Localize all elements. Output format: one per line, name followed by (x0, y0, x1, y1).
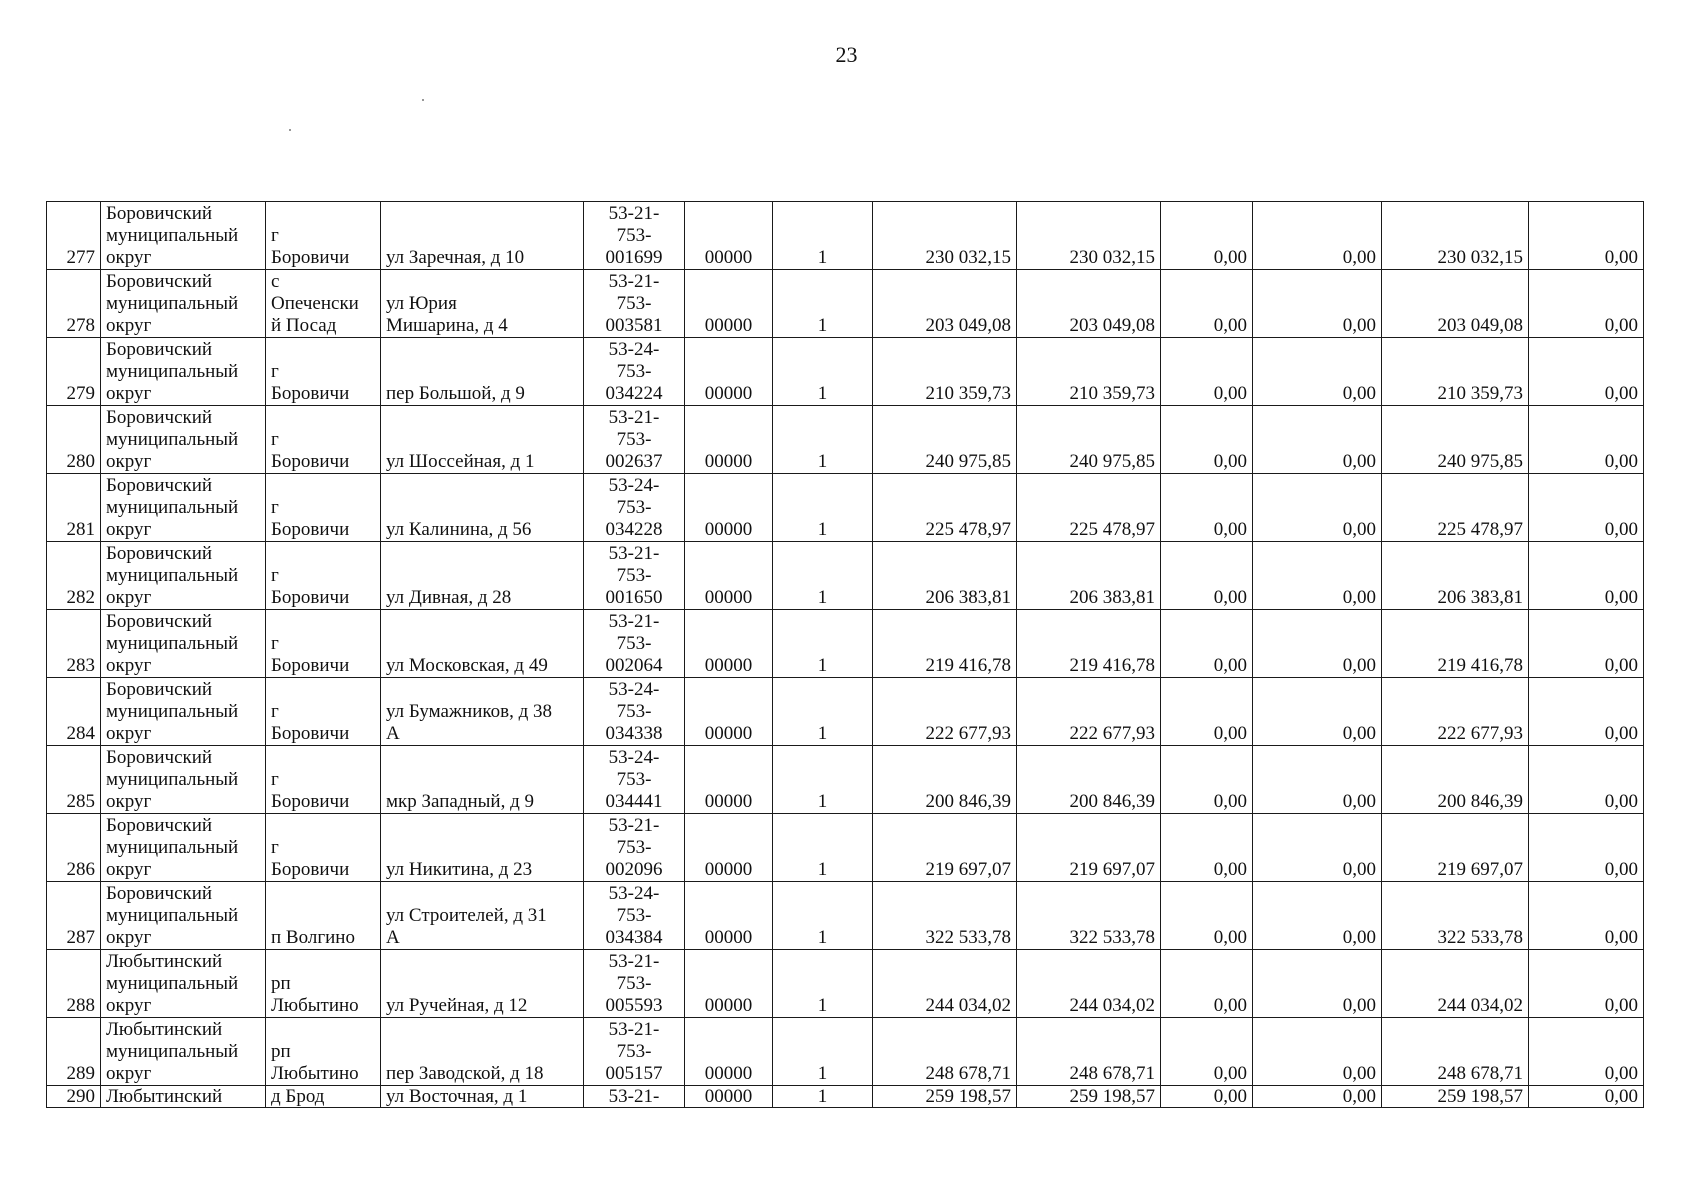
amount-2: 203 049,08 (1017, 270, 1161, 338)
registry-code: 53-24- 753- 034228 (584, 474, 685, 542)
quantity: 1 (773, 270, 873, 338)
code-00000: 00000 (685, 1018, 773, 1086)
amount-5: 200 846,39 (1382, 746, 1529, 814)
settlement: с Опеченски й Посад (266, 270, 381, 338)
amount-2: 219 416,78 (1017, 610, 1161, 678)
address: ул Никитина, д 23 (381, 814, 584, 882)
municipal-district: Боровичский муниципальный округ (101, 202, 266, 270)
table-row (47, 610, 1644, 678)
address: ул Ручейная, д 12 (381, 950, 584, 1018)
amount-1: 248 678,71 (873, 1018, 1017, 1086)
amount-5: 203 049,08 (1382, 270, 1529, 338)
row-number: 280 (47, 406, 101, 474)
municipal-district: Боровичский муниципальный округ (101, 814, 266, 882)
table-row (47, 1018, 1644, 1086)
quantity: 1 (773, 202, 873, 270)
address: ул Юрия Мишарина, д 4 (381, 270, 584, 338)
amount-3: 0,00 (1161, 338, 1253, 406)
amount-1: 203 049,08 (873, 270, 1017, 338)
amount-3: 0,00 (1161, 950, 1253, 1018)
amount-5: 219 416,78 (1382, 610, 1529, 678)
amount-3: 0,00 (1161, 814, 1253, 882)
amount-4: 0,00 (1253, 1086, 1382, 1108)
address: мкр Западный, д 9 (381, 746, 584, 814)
amount-1: 225 478,97 (873, 474, 1017, 542)
code-00000: 00000 (685, 746, 773, 814)
amount-2: 240 975,85 (1017, 406, 1161, 474)
address: ул Восточная, д 1 (381, 1086, 584, 1108)
table-row (47, 338, 1644, 406)
amount-5: 219 697,07 (1382, 814, 1529, 882)
row-number: 289 (47, 1018, 101, 1086)
amount-4: 0,00 (1253, 474, 1382, 542)
quantity: 1 (773, 814, 873, 882)
settlement: г Боровичи (266, 406, 381, 474)
amount-3: 0,00 (1161, 678, 1253, 746)
row-number: 282 (47, 542, 101, 610)
code-00000: 00000 (685, 406, 773, 474)
code-00000: 00000 (685, 1086, 773, 1108)
registry-code: 53-21- (584, 1086, 685, 1108)
amount-4: 0,00 (1253, 1018, 1382, 1086)
amount-4: 0,00 (1253, 678, 1382, 746)
amount-2: 244 034,02 (1017, 950, 1161, 1018)
amount-1: 219 416,78 (873, 610, 1017, 678)
address: ул Бумажников, д 38 А (381, 678, 584, 746)
amount-6: 0,00 (1529, 678, 1644, 746)
amount-6: 0,00 (1529, 406, 1644, 474)
amount-5: 322 533,78 (1382, 882, 1529, 950)
amount-2: 259 198,57 (1017, 1086, 1161, 1108)
amount-3: 0,00 (1161, 1018, 1253, 1086)
municipal-district: Боровичский муниципальный округ (101, 542, 266, 610)
amount-3: 0,00 (1161, 1086, 1253, 1108)
amount-6: 0,00 (1529, 542, 1644, 610)
settlement: г Боровичи (266, 610, 381, 678)
quantity: 1 (773, 474, 873, 542)
amount-2: 248 678,71 (1017, 1018, 1161, 1086)
table-row (47, 406, 1644, 474)
amount-6: 0,00 (1529, 474, 1644, 542)
quantity: 1 (773, 338, 873, 406)
amount-6: 0,00 (1529, 338, 1644, 406)
quantity: 1 (773, 1086, 873, 1108)
code-00000: 00000 (685, 610, 773, 678)
registry-code: 53-24- 753- 034224 (584, 338, 685, 406)
amount-3: 0,00 (1161, 746, 1253, 814)
municipal-district: Боровичский муниципальный округ (101, 338, 266, 406)
amount-6: 0,00 (1529, 950, 1644, 1018)
address: ул Дивная, д 28 (381, 542, 584, 610)
amount-2: 219 697,07 (1017, 814, 1161, 882)
row-number: 283 (47, 610, 101, 678)
amount-5: 230 032,15 (1382, 202, 1529, 270)
amount-2: 222 677,93 (1017, 678, 1161, 746)
code-00000: 00000 (685, 542, 773, 610)
amount-4: 0,00 (1253, 746, 1382, 814)
settlement: г Боровичи (266, 746, 381, 814)
quantity: 1 (773, 678, 873, 746)
row-number: 287 (47, 882, 101, 950)
registry-code: 53-24- 753- 034441 (584, 746, 685, 814)
registry-code: 53-21- 753- 005593 (584, 950, 685, 1018)
amount-5: 244 034,02 (1382, 950, 1529, 1018)
settlement: д Брод (266, 1086, 381, 1108)
amount-1: 206 383,81 (873, 542, 1017, 610)
amount-3: 0,00 (1161, 474, 1253, 542)
amount-2: 206 383,81 (1017, 542, 1161, 610)
amount-4: 0,00 (1253, 270, 1382, 338)
amount-6: 0,00 (1529, 1018, 1644, 1086)
amount-2: 200 846,39 (1017, 746, 1161, 814)
row-number: 279 (47, 338, 101, 406)
amount-1: 210 359,73 (873, 338, 1017, 406)
table-row (47, 270, 1644, 338)
amount-1: 259 198,57 (873, 1086, 1017, 1108)
amount-5: 206 383,81 (1382, 542, 1529, 610)
amount-2: 230 032,15 (1017, 202, 1161, 270)
code-00000: 00000 (685, 202, 773, 270)
table-row (47, 950, 1644, 1018)
row-number: 290 (47, 1086, 101, 1108)
amount-4: 0,00 (1253, 202, 1382, 270)
amount-5: 248 678,71 (1382, 1018, 1529, 1086)
amount-5: 240 975,85 (1382, 406, 1529, 474)
amount-5: 225 478,97 (1382, 474, 1529, 542)
municipal-district: Боровичский муниципальный округ (101, 474, 266, 542)
quantity: 1 (773, 882, 873, 950)
registry-code: 53-21- 753- 002064 (584, 610, 685, 678)
amount-5: 259 198,57 (1382, 1086, 1529, 1108)
row-number: 286 (47, 814, 101, 882)
amount-5: 210 359,73 (1382, 338, 1529, 406)
registry-code: 53-24- 753- 034384 (584, 882, 685, 950)
code-00000: 00000 (685, 678, 773, 746)
amount-4: 0,00 (1253, 542, 1382, 610)
table-row (47, 202, 1644, 270)
municipal-district: Боровичский муниципальный округ (101, 882, 266, 950)
amount-4: 0,00 (1253, 406, 1382, 474)
amount-6: 0,00 (1529, 814, 1644, 882)
row-number: 288 (47, 950, 101, 1018)
table-row (47, 542, 1644, 610)
settlement: г Боровичи (266, 202, 381, 270)
amount-2: 225 478,97 (1017, 474, 1161, 542)
amount-2: 322 533,78 (1017, 882, 1161, 950)
registry-code: 53-21- 753- 002096 (584, 814, 685, 882)
code-00000: 00000 (685, 814, 773, 882)
settlement: г Боровичи (266, 338, 381, 406)
code-00000: 00000 (685, 270, 773, 338)
address: ул Заречная, д 10 (381, 202, 584, 270)
address: пер Большой, д 9 (381, 338, 584, 406)
registry-code: 53-21- 753- 003581 (584, 270, 685, 338)
settlement: г Боровичи (266, 678, 381, 746)
row-number: 284 (47, 678, 101, 746)
row-number: 277 (47, 202, 101, 270)
municipal-district: Любытинский муниципальный округ (101, 1018, 266, 1086)
amount-4: 0,00 (1253, 814, 1382, 882)
settlement: г Боровичи (266, 542, 381, 610)
amount-1: 322 533,78 (873, 882, 1017, 950)
address: ул Строителей, д 31 А (381, 882, 584, 950)
municipal-district: Боровичский муниципальный округ (101, 406, 266, 474)
quantity: 1 (773, 406, 873, 474)
amount-4: 0,00 (1253, 882, 1382, 950)
municipal-district: Боровичский муниципальный округ (101, 270, 266, 338)
settlement: г Боровичи (266, 814, 381, 882)
row-number: 285 (47, 746, 101, 814)
amount-4: 0,00 (1253, 338, 1382, 406)
scan-speck (422, 99, 424, 101)
amount-4: 0,00 (1253, 950, 1382, 1018)
amount-6: 0,00 (1529, 746, 1644, 814)
amount-3: 0,00 (1161, 406, 1253, 474)
quantity: 1 (773, 1018, 873, 1086)
amount-6: 0,00 (1529, 1086, 1644, 1108)
municipal-district: Боровичский муниципальный округ (101, 610, 266, 678)
code-00000: 00000 (685, 882, 773, 950)
address: пер Заводской, д 18 (381, 1018, 584, 1086)
registry-table (46, 201, 1644, 1108)
table-row (47, 678, 1644, 746)
settlement: п Волгино (266, 882, 381, 950)
quantity: 1 (773, 542, 873, 610)
address: ул Калинина, д 56 (381, 474, 584, 542)
amount-6: 0,00 (1529, 270, 1644, 338)
municipal-district: Любытинский муниципальный округ (101, 950, 266, 1018)
amount-3: 0,00 (1161, 202, 1253, 270)
address: ул Шоссейная, д 1 (381, 406, 584, 474)
amount-6: 0,00 (1529, 882, 1644, 950)
amount-3: 0,00 (1161, 270, 1253, 338)
table-row (47, 474, 1644, 542)
settlement: г Боровичи (266, 474, 381, 542)
amount-3: 0,00 (1161, 542, 1253, 610)
table-row (47, 746, 1644, 814)
quantity: 1 (773, 610, 873, 678)
amount-3: 0,00 (1161, 882, 1253, 950)
amount-6: 0,00 (1529, 610, 1644, 678)
amount-4: 0,00 (1253, 610, 1382, 678)
code-00000: 00000 (685, 950, 773, 1018)
amount-1: 244 034,02 (873, 950, 1017, 1018)
municipal-district: Боровичский муниципальный округ (101, 678, 266, 746)
registry-code: 53-21- 753- 001699 (584, 202, 685, 270)
address: ул Московская, д 49 (381, 610, 584, 678)
registry-code: 53-21- 753- 005157 (584, 1018, 685, 1086)
registry-code: 53-24- 753- 034338 (584, 678, 685, 746)
code-00000: 00000 (685, 338, 773, 406)
table-row (47, 882, 1644, 950)
municipal-district: Боровичский муниципальный округ (101, 746, 266, 814)
registry-code: 53-21- 753- 002637 (584, 406, 685, 474)
municipal-district: Любытинский (101, 1086, 266, 1108)
settlement: рп Любытино (266, 1018, 381, 1086)
quantity: 1 (773, 950, 873, 1018)
code-00000: 00000 (685, 474, 773, 542)
amount-1: 219 697,07 (873, 814, 1017, 882)
amount-3: 0,00 (1161, 610, 1253, 678)
page-number: 23 (835, 42, 858, 67)
scan-speck (289, 129, 291, 131)
amount-1: 240 975,85 (873, 406, 1017, 474)
amount-6: 0,00 (1529, 202, 1644, 270)
registry-code: 53-21- 753- 001650 (584, 542, 685, 610)
amount-1: 230 032,15 (873, 202, 1017, 270)
row-number: 281 (47, 474, 101, 542)
amount-5: 222 677,93 (1382, 678, 1529, 746)
table-row (47, 814, 1644, 882)
amount-1: 222 677,93 (873, 678, 1017, 746)
quantity: 1 (773, 746, 873, 814)
row-number: 278 (47, 270, 101, 338)
settlement: рп Любытино (266, 950, 381, 1018)
amount-1: 200 846,39 (873, 746, 1017, 814)
amount-2: 210 359,73 (1017, 338, 1161, 406)
table-row (47, 1086, 1644, 1108)
